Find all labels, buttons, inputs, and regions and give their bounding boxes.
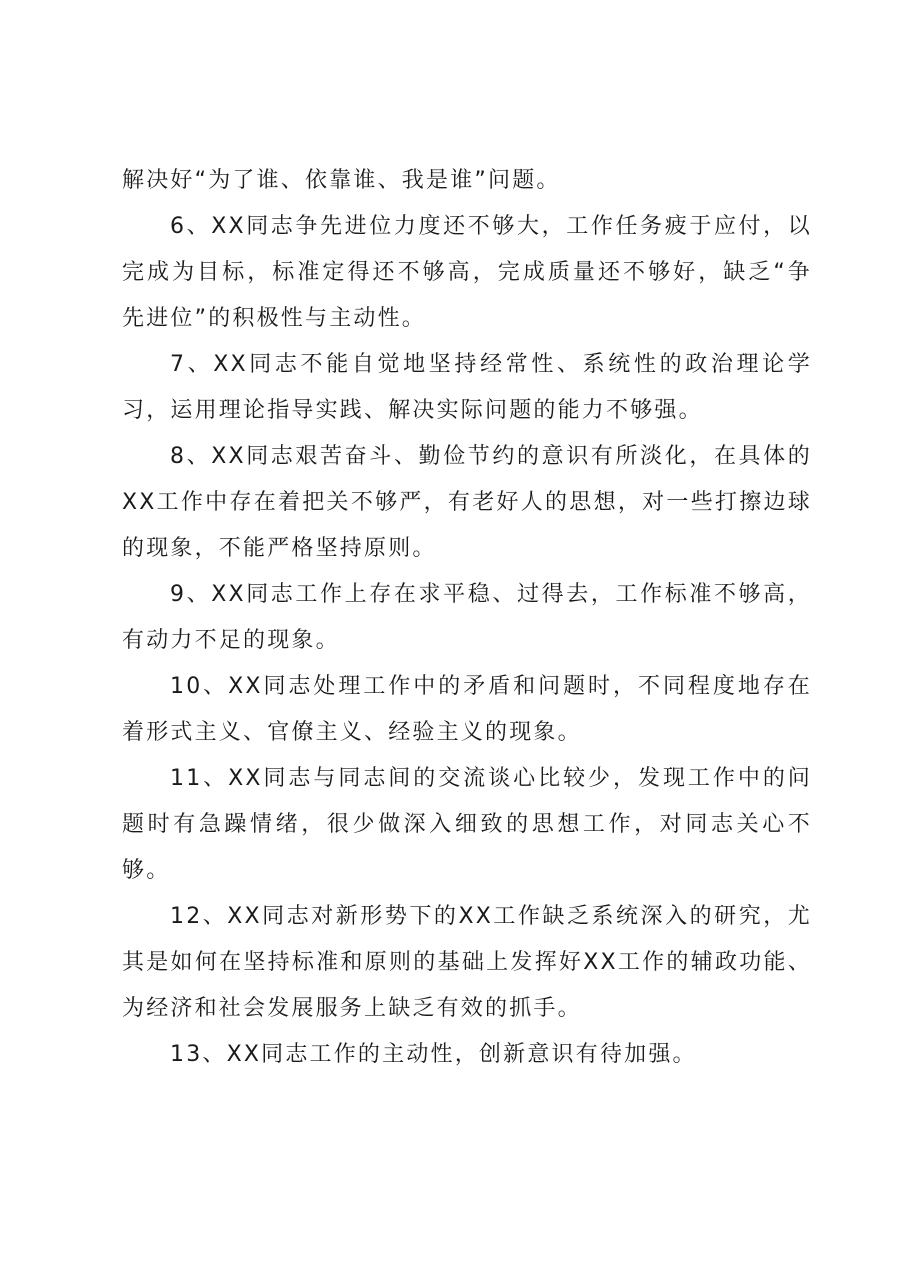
- paragraph-continuation: 解决好“为了谁、依靠谁、我是谁”问题。: [122, 168, 561, 193]
- paragraph-item-8: 8、XX同志艰苦奋斗、勤俭节约的意识有所淡化，在具体的XX工作中存在着把关不够严，有老好人的思想，对一些打擦边球的现象，不能严格坚持原则。: [122, 444, 812, 561]
- paragraph-item-6: 6、XX同志争先进位力度还不够大，工作任务疲于应付，以完成为目标，标准定得还不够高，完成质量还不够好，缺乏“争先进位”的积极性与主动性。: [122, 214, 812, 331]
- paragraph-item-7: 7、XX同志不能自觉地坚持经常性、系统性的政治理论学习，运用理论指导实践、解决实际问题的能力不够强。: [122, 352, 812, 423]
- paragraph-item-11: 11、XX同志与同志间的交流谈心比较少，发现工作中的问题时有急躁情绪，很少做深入细致的思想工作，对同志关心不够。: [122, 766, 812, 883]
- document-body: [122, 158, 812, 1078]
- paragraph-item-10: 10、XX同志处理工作中的矛盾和问题时，不同程度地存在着形式主义、官僚主义、经验主义的现象。: [122, 674, 812, 745]
- paragraph-item-13: 13、XX同志工作的主动性，创新意识有待加强。: [170, 1042, 697, 1067]
- paragraph-item-9: 9、XX同志工作上存在求平稳、过得去，工作标准不够高，有动力不足的现象。: [122, 582, 812, 653]
- paragraph-item-12: 12、XX同志对新形势下的XX工作缺乏系统深入的研究，尤其是如何在坚持标准和原则的基础上发挥好XX工作的辅政功能、为经济和社会发展服务上缺乏有效的抓手。: [122, 904, 812, 1021]
